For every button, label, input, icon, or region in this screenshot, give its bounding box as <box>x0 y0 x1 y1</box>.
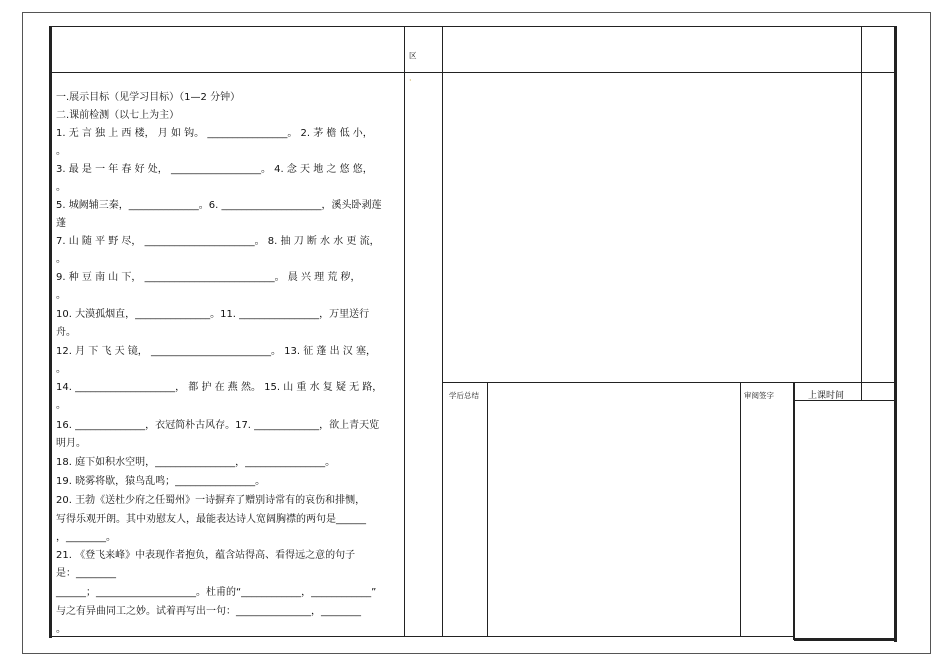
line-1: 二.课前检测（以七上为主） <box>56 110 180 121</box>
line-29: 。 <box>56 624 66 635</box>
line-14: 12. 月 下 飞 天 镜， ________________________。 13. 征 蓬 出 汉 塞， <box>56 346 376 357</box>
line-6: 5. 城阙辅三秦，______________。6. ____________________，溪头卧剥莲 <box>56 200 382 211</box>
line-20: 18. 庭下如积水空明，________________，________________。 <box>56 457 336 468</box>
line-16: 14. ____________________， 都 护 在 燕 然。 15. 山 重 水 复 疑 无 路， <box>56 382 383 393</box>
summary-label: 学后总结 <box>449 391 479 400</box>
panel-v2 <box>740 382 741 636</box>
top-border <box>49 26 897 27</box>
line-28: 与之有异曲同工之妙。试着再写出一句：_______________，________ <box>56 606 361 617</box>
line-8: 7. 山 随 平 野 尽， ______________________。 8. 抽 刀 断 水 水 更 流， <box>56 236 380 247</box>
line-19: 明月。 <box>56 438 86 449</box>
panel-v1 <box>487 382 488 636</box>
review-label: 审阅签字 <box>744 391 774 400</box>
line-13: 舟。 <box>56 327 76 338</box>
line-4: 3. 最 是 一 年 春 好 处， __________________。 4. 念 天 地 之 悠 悠， <box>56 164 373 175</box>
divider-right <box>861 26 862 382</box>
bottom-border-thick <box>794 638 897 641</box>
panel-v4 <box>861 382 862 400</box>
qu-label: 区 <box>409 51 417 60</box>
line-22: 20. 王勃《送杜少府之任蜀州》一诗摒弃了赠别诗常有的哀伤和排恻， <box>56 495 366 506</box>
line-25: 21. 《登飞来峰》中表现作者抱负，蕴含站得高、看得远之意的句子 <box>56 550 356 561</box>
line-2: 1. 无 言 独 上 西 楼， 月 如 钩。 ________________。 2. 茅 檐 低 小， <box>56 128 373 139</box>
line-7: 蓬 <box>56 218 66 229</box>
line-24: ，________。 <box>56 532 116 543</box>
line-21: 19. 晓雾将歇，猿鸟乱鸣；________________。 <box>56 476 266 487</box>
line-12: 10. 大漠孤烟直，_______________。11. ________________，万里送行 <box>56 309 370 320</box>
header-line <box>49 72 895 73</box>
line-10: 9. 种 豆 南 山 下， __________________________。 晨 兴 理 荒 秽， <box>56 272 361 283</box>
panel-top-line <box>442 382 896 383</box>
line-18: 16. ______________，衣冠简朴古风存。17. _____________，欲上青天览 <box>56 420 380 431</box>
line-26: 是：________ <box>56 568 116 579</box>
divider-qu <box>442 26 443 636</box>
time-label: 上课时间 <box>808 391 845 401</box>
line-23: 写得乐观开朗。其中劝慰友人，最能表达诗人宽阔胸襟的两句是______ <box>56 514 366 525</box>
line-17: 。 <box>56 400 66 411</box>
panel-v3 <box>793 382 795 640</box>
divider-main <box>404 26 405 636</box>
right-border <box>894 26 897 642</box>
line-27: ______；____________________。杜甫的“____________，____________” <box>56 587 377 598</box>
line-3: 。 <box>56 146 66 157</box>
line-15: 。 <box>56 364 66 375</box>
bottom-border <box>49 636 795 637</box>
line-11: 。 <box>56 290 66 301</box>
line-0: 一.展示目标（见学习目标）（1—2 分钟） <box>56 92 241 103</box>
line-5: 。 <box>56 182 66 193</box>
mark-dot: · <box>409 76 412 85</box>
left-border <box>49 26 52 638</box>
line-9: 。 <box>56 254 66 265</box>
